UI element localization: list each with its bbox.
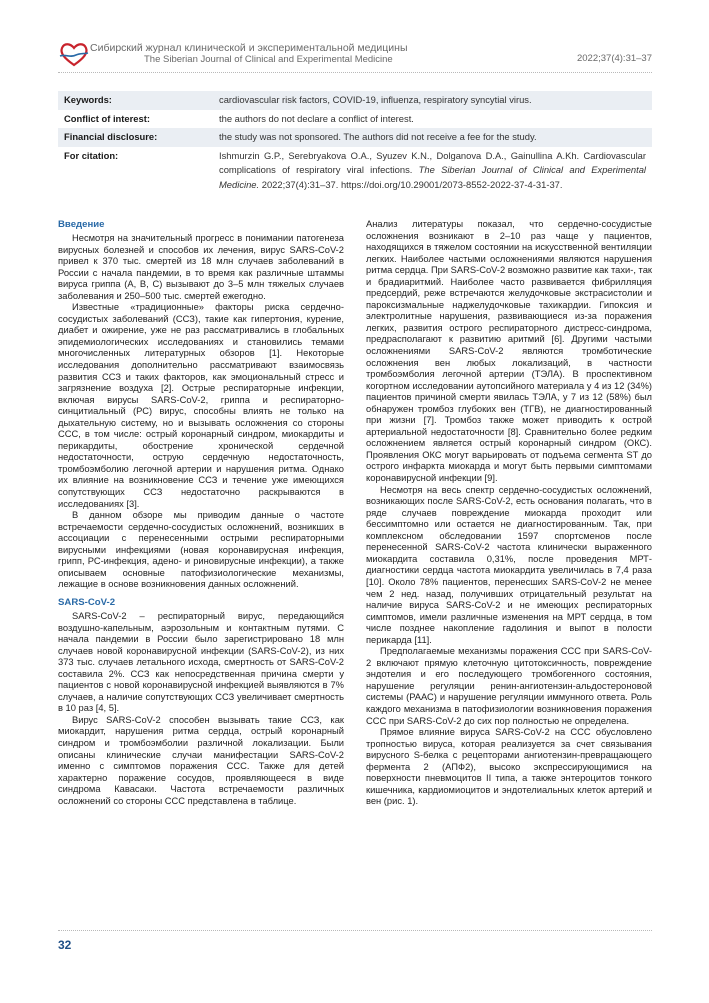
- paragraph: В данном обзоре мы приводим данные о частоте встречаемости сердечно-сосудистых осложнений, возникших в ассоциации с перенесенными острыми респираторными вирусными инфекциями (новая коронавирусная инфекция, грипп, РС-инфекция, адено- и риновирусные инфекции), а также описываем основные патофизиологические механизмы, лежащие в основе возникновения данных осложнений.: [58, 510, 344, 590]
- citation-journal: The Siberian Journal of Clinical and Experimental Medicine.: [219, 164, 646, 190]
- paragraph: SARS-CoV-2 – респираторный вирус, передающийся воздушно-капельным, аэрозольным и контактным путями. С начала пандемии в России было зарегистрировано 18 млн случаев новой коронавирусной инфекции (SARS-CoV-2), из них 373 тыс. случаев летального исхода, смертность от SARS-CoV-2 составила 2%. ССЗ как непосредственная причина смерти у пациентов с новой коронавирусной инфекцией выявляются в 7% случаев, а наличие сопутствующих ССЗ увеличивает смертность в 10 раз [4, 5].: [58, 610, 344, 714]
- section-heading-sars: SARS-CoV-2: [58, 596, 116, 608]
- left-column: [58, 219, 344, 807]
- citation-label: For citation:: [58, 147, 213, 195]
- financial-row: [58, 128, 652, 147]
- page-number: 32: [58, 938, 72, 952]
- keywords-label: Keywords:: [58, 91, 213, 110]
- right-column: [366, 219, 652, 808]
- paragraph: Вирус SARS-CoV-2 способен вызывать такие ССЗ, как миокардит, нарушения ритма сердца, острый коронарный синдром и тромбоэмболии различной локализации. Были описаны клинические случаи манифестации SARS-CoV-2 именно с симптомов поражения ССС. Также для детей характерно поражение сосудов, проявляющееся в виде синдрома Кавасаки. Частота встречаемости различных осложнений со стороны ССС представлена в таблице.: [58, 714, 344, 806]
- issue-reference: 2022;37(4):31–37: [576, 53, 652, 64]
- conflict-label: Conflict of interest:: [58, 110, 213, 129]
- journal-title-en: The Siberian Journal of Clinical and Experimental Medicine: [144, 54, 393, 65]
- keywords-value: cardiovascular risk factors, COVID-19, influenza, respiratory syncytial virus.: [213, 91, 652, 110]
- keywords-row: [58, 91, 652, 110]
- paragraph: Прямое влияние вируса SARS-CoV-2 на ССС обусловлено тропностью вируса, которая реализуется за счет связывания вирусного S-белка с рецепторами ангиотензин-превращающего фермента 2 (АПФ2), высоко экспрессирующимися на поверхности пневмоцитов II типа, а также энтероцитов тонкого кишечника, кардиомиоцитов и эндотелиальных клеток артерий и вен (рис. 1).: [366, 727, 652, 807]
- paragraph: Несмотря на значительный прогресс в понимании патогенеза вирусных болезней и способов их лечения, вирус SARS-CoV-2 привел к 370 тыс. смертей из 18 млн случаев заболеваний в России с начала пандемии, в то время как различные штаммы вируса гриппа (А, В, С) вызывают до 3–5 млн тяжелых случаев заболевания и 250–500 тыс. смертей ежегодно.: [58, 233, 344, 301]
- financial-value: the study was not sponsored. The authors did not receive a fee for the study.: [213, 128, 652, 147]
- article-metadata-table: [58, 91, 652, 194]
- citation-authors: Ishmurzin G.P., Serebryakova O.A., Syuzev K.N., Dolganova D.A., Gainullina A.Kh. Cardiovascular complications of respiratory viral infections.: [219, 149, 646, 175]
- heart-logo-icon: [58, 40, 90, 68]
- citation-row: [58, 147, 652, 195]
- header-divider: [58, 72, 652, 73]
- journal-title-ru: Сибирский журнал клинической и экспериментальной медицины: [90, 42, 408, 54]
- paragraph: Предполагаемые механизмы поражения ССС при SARS-CoV-2 включают прямую клеточную цитотоксичность, повреждение эндотелия и его последующего тромбогенного состояния, нарушение регуляции ренин-ангиотензин-альдостероновой системы (РААС) и нарушение регуляции иммунного ответа. Роль каждого механизма в патофизиологии возникновения поражения ССС при SARS-CoV-2 до сих пор полностью не определена.: [366, 646, 652, 726]
- paragraph: Анализ литературы показал, что сердечно-сосудистые осложнения возникают в 2–10 раз чаще у пациентов, находящихся в тяжелом состоянии на искусственной вентиляции легких. Наиболее частыми осложнениями являются нарушения ритма сердца. При SARS-CoV-2 возможно развитие как тахи-, так и брадиаритмий. Наиболее часто развивается фибрилляция предсердий, реже встречаются желудочковые экстрасистолии и пароксизмальные наджелудочковые тахикардии. Гипоксия и электролитные нарушения, развивающиеся из-за поражения легких, развития острого респираторного дистресс-синдрома, предрасполагают к развитию аритмий [6]. Другими частыми осложнениями SARS-CoV-2 являются тромботические осложнения вен любых локализаций, в частности тромбоэмболия легочной артерии (ТЭЛА). В проспективном когортном исследовании аутопсийного материала у 4 из 12 (34%) пациентов причиной смерти явилась ТЭЛА, у 7 из 12 (58%) был обнаружен тромбоз глубоких вен (ТГВ), не диагностированный при жизни [7]. Тромбоз также может приводить к острой артериальной недостаточности [8]. Сравнительно более редким осложнением является острый коронарный синдром (ОКС). Проявления ОКС могут варьировать от подъема сегмента ST до острого инфаркта миокарда и могут быть первыми симптомами коронавирусной инфекции [9].: [366, 219, 653, 484]
- financial-label: Financial disclosure:: [58, 128, 213, 147]
- section-heading-intro: Введение: [58, 219, 105, 230]
- paragraph: Несмотря на весь спектр сердечно-сосудистых осложнений, возникающих после SARS-CoV-2, есть основания полагать, что в ряде случаев повреждение миокарда проходит или бессимптомно или остается не диагностированным. Так, при комплексном обследовании 1597 спортсменов после перенесенной SARS-CoV-2 частота клинически выраженного миокардита составила 0,31%, после проведения МРТ-диагностики сердца частота миокардита увеличилась в 7,4 раза [10]. Около 78% пациентов, перенесших SARS-CoV-2 не менее чем 2 нед. назад, получивших отрицательный результат на наличие вируса SARS-CoV-2 и не имеющих респираторных симптомов, имели различные изменения на МРТ сердца, в том числе позднее накопление гадолиния и выпот в полости перикарда [11].: [366, 484, 652, 645]
- journal-header: [58, 40, 652, 68]
- conflict-row: [58, 110, 652, 129]
- conflict-value: the authors do not declare a conflict of interest.: [213, 110, 652, 129]
- citation-value: [213, 147, 652, 195]
- footer-divider: [58, 930, 652, 931]
- citation-doi: 2022;37(4):31–37. https://doi.org/10.29001/2073-8552-2022-37-4-31-37.: [259, 178, 563, 190]
- paragraph: Известные «традиционные» факторы риска сердечно-сосудистых заболеваний (ССЗ), такие как гипертония, курение, диабет и ожирение, уже не раз рассматривались в глобальных эпидемиологических исследованиях и становились темами многочисленных литературных обзоров [1]. Некоторые исследования дополнительно рассматривают взаимосвязь развития ССЗ и таких факторов, как эмоциональный стресс и загрязнение воздуха [2]. Острые респираторные инфекции, включая вирусы SARS-CoV-2, гриппа и респираторно-синцитиальный (РС) вирус, способны влиять не только на дыхательную систему, но и вызывать осложнения со стороны ССС, в том числе: острый коронарный синдром, миокардиты и перикардиты, обострение хронической сердечной недостаточности, острую сердечную недостаточность, тромбоэмболию легочной артерии и нарушения ритма. Однако их влияние на возникновение ССЗ и течение уже имеющихся сопутствующих ССЗ недостаточно раскрываются в исследованиях [3].: [58, 302, 344, 509]
